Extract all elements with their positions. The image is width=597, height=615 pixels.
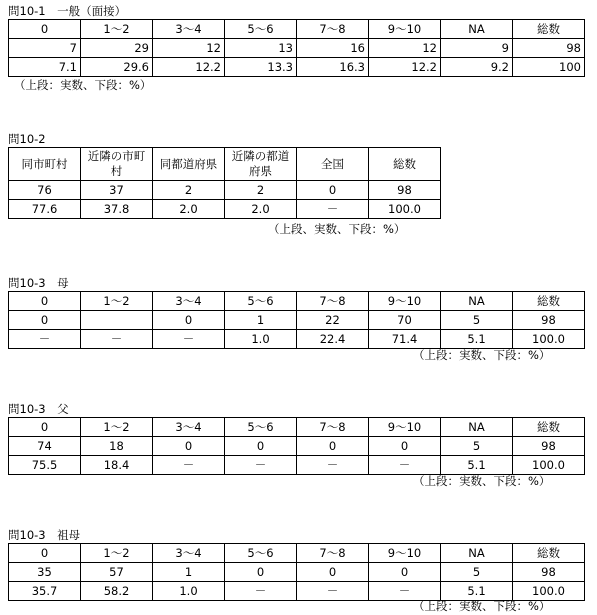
count-cell: 74	[9, 437, 81, 456]
percent-cell: 9.2	[441, 58, 513, 77]
header-cell: 9～10	[369, 292, 441, 311]
section1-note: （上段：実数、下段：%）	[14, 78, 152, 92]
count-row	[9, 563, 585, 582]
count-cell: 0	[153, 437, 225, 456]
count-cell: 37	[81, 181, 153, 200]
count-cell: 12	[369, 39, 441, 58]
header-cell: 同都道府県	[153, 148, 225, 181]
count-cell: 0	[297, 563, 369, 582]
header-cell: 3～4	[153, 292, 225, 311]
percent-cell: 18.4	[81, 456, 153, 475]
percent-cell: 100.0	[513, 456, 585, 475]
count-cell: 9	[441, 39, 513, 58]
count-cell: 18	[81, 437, 153, 456]
header-cell: 総数	[513, 292, 585, 311]
count-cell: 0	[297, 437, 369, 456]
percent-row	[9, 200, 441, 219]
percent-row	[9, 456, 585, 475]
header-cell: 5～6	[225, 292, 297, 311]
percent-cell: 5.1	[441, 456, 513, 475]
count-cell: 70	[369, 311, 441, 330]
header-cell: 3～4	[153, 20, 225, 39]
count-cell: 76	[9, 181, 81, 200]
percent-cell: 71.4	[369, 330, 441, 349]
percent-cell: 13.3	[225, 58, 297, 77]
count-cell: 35	[9, 563, 81, 582]
percent-cell: 12.2	[369, 58, 441, 77]
percent-cell: 29.6	[81, 58, 153, 77]
header-cell: 9～10	[369, 418, 441, 437]
section3-note: （上段：実数、下段：%）	[413, 348, 551, 362]
header-cell: 0	[9, 20, 81, 39]
percent-cell: －	[81, 330, 153, 349]
header-cell: 1～2	[81, 20, 153, 39]
count-cell: 29	[81, 39, 153, 58]
section4-note: （上段：実数、下段：%）	[413, 474, 551, 488]
header-cell: 総数	[369, 148, 441, 181]
count-cell	[81, 311, 153, 330]
count-cell: 0	[369, 437, 441, 456]
count-cell: 0	[225, 437, 297, 456]
percent-cell: 100.0	[513, 330, 585, 349]
header-cell: 9～10	[369, 544, 441, 563]
header-cell: 5～6	[225, 20, 297, 39]
header-cell: 0	[9, 292, 81, 311]
header-cell: 1～2	[81, 292, 153, 311]
header-cell: 0	[9, 418, 81, 437]
percent-cell: 5.1	[441, 330, 513, 349]
section3-table	[8, 291, 585, 349]
count-cell: 98	[513, 311, 585, 330]
count-cell: 98	[513, 563, 585, 582]
percent-cell: 75.5	[9, 456, 81, 475]
percent-row	[9, 330, 585, 349]
header-cell: 3～4	[153, 544, 225, 563]
count-cell: 57	[81, 563, 153, 582]
percent-cell: 2.0	[153, 200, 225, 219]
count-cell: 5	[441, 563, 513, 582]
header-row	[9, 544, 585, 563]
percent-cell: 100.0	[513, 582, 585, 601]
section4-table	[8, 417, 585, 475]
header-cell: 1～2	[81, 418, 153, 437]
section1-title: 問10-1 一般（面接）	[8, 4, 127, 18]
count-cell: 0	[225, 563, 297, 582]
percent-cell: －	[297, 456, 369, 475]
count-cell: 13	[225, 39, 297, 58]
count-cell: 2	[153, 181, 225, 200]
count-cell: 1	[225, 311, 297, 330]
section5-note: （上段：実数、下段：%）	[413, 599, 551, 613]
count-cell: 12	[153, 39, 225, 58]
count-cell: 0	[153, 311, 225, 330]
section4-title: 問10-3 父	[8, 402, 69, 416]
count-cell: 98	[369, 181, 441, 200]
header-cell: 7～8	[297, 418, 369, 437]
count-cell: 5	[441, 437, 513, 456]
header-row	[9, 148, 441, 181]
section2-note: （上段、実数、下段：%）	[268, 222, 406, 236]
section5-title: 問10-3 祖母	[8, 528, 81, 542]
percent-cell: －	[369, 582, 441, 601]
percent-cell: 1.0	[225, 330, 297, 349]
percent-cell: 7.1	[9, 58, 81, 77]
header-cell: 0	[9, 544, 81, 563]
header-cell: 同市町村	[9, 148, 81, 181]
count-cell: 1	[153, 563, 225, 582]
percent-cell: 12.2	[153, 58, 225, 77]
percent-cell: 37.8	[81, 200, 153, 219]
count-cell: 98	[513, 437, 585, 456]
header-cell: 1～2	[81, 544, 153, 563]
percent-cell: 22.4	[297, 330, 369, 349]
count-row	[9, 181, 441, 200]
header-cell: 総数	[513, 544, 585, 563]
section2-title: 問10-2	[8, 132, 46, 146]
header-cell: 7～8	[297, 544, 369, 563]
percent-cell: －	[225, 582, 297, 601]
header-cell: 近隣の都道府県	[225, 148, 297, 181]
percent-cell: －	[153, 456, 225, 475]
count-cell: 2	[225, 181, 297, 200]
header-cell: 7～8	[297, 292, 369, 311]
count-cell: 0	[369, 563, 441, 582]
percent-row	[9, 582, 585, 601]
section1-table	[8, 19, 585, 77]
percent-cell: －	[297, 200, 369, 219]
count-cell: 22	[297, 311, 369, 330]
section3-title: 問10-3 母	[8, 276, 69, 290]
header-row	[9, 418, 585, 437]
header-cell: NA	[441, 418, 513, 437]
percent-row	[9, 58, 585, 77]
count-row	[9, 437, 585, 456]
header-cell: NA	[441, 292, 513, 311]
header-cell: NA	[441, 544, 513, 563]
section2-table	[8, 147, 441, 219]
count-cell: 0	[297, 181, 369, 200]
count-cell: 7	[9, 39, 81, 58]
section5-table	[8, 543, 585, 601]
header-cell: 5～6	[225, 418, 297, 437]
percent-cell: 77.6	[9, 200, 81, 219]
count-row	[9, 311, 585, 330]
header-row	[9, 292, 585, 311]
count-cell: 0	[9, 311, 81, 330]
header-row	[9, 20, 585, 39]
percent-cell: 58.2	[81, 582, 153, 601]
percent-cell: －	[153, 330, 225, 349]
percent-cell: －	[9, 330, 81, 349]
count-cell: 16	[297, 39, 369, 58]
header-cell: NA	[441, 20, 513, 39]
percent-cell: 100	[513, 58, 585, 77]
percent-cell: 35.7	[9, 582, 81, 601]
header-cell: 総数	[513, 418, 585, 437]
header-cell: 3～4	[153, 418, 225, 437]
percent-cell: 5.1	[441, 582, 513, 601]
count-cell: 98	[513, 39, 585, 58]
percent-cell: 2.0	[225, 200, 297, 219]
header-cell: 全国	[297, 148, 369, 181]
percent-cell: －	[225, 456, 297, 475]
percent-cell: 100.0	[369, 200, 441, 219]
percent-cell: 16.3	[297, 58, 369, 77]
header-cell: 7～8	[297, 20, 369, 39]
percent-cell: －	[297, 582, 369, 601]
header-cell: 総数	[513, 20, 585, 39]
count-row	[9, 39, 585, 58]
header-cell: 9～10	[369, 20, 441, 39]
header-cell: 5～6	[225, 544, 297, 563]
header-cell: 近隣の市町村	[81, 148, 153, 181]
count-cell: 5	[441, 311, 513, 330]
percent-cell: －	[369, 456, 441, 475]
percent-cell: 1.0	[153, 582, 225, 601]
